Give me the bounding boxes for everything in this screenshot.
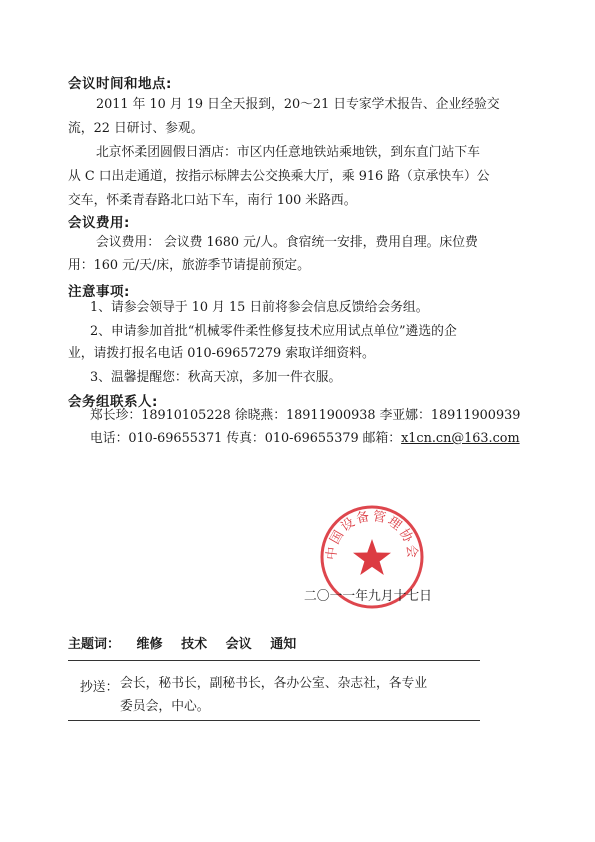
divider-top: [68, 660, 480, 661]
notes-heading: 注意事项:: [68, 284, 130, 300]
subject-label: 主题词：: [68, 637, 121, 652]
fees-line-2: 用：160 元/天/床，旅游季节请提前预定。: [68, 258, 310, 273]
contacts-people: 郑长珍：18910105228 徐晓燕：18911900938 李亚娜：18911900939: [90, 408, 521, 423]
cc-line-1: 会长，秘书长，副秘书长，各办公室、杂志社，各专业: [120, 676, 428, 691]
meeting-line-3: 北京怀柔团圆假日酒店：市区内任意地铁站乘地铁，到东直门站下车: [96, 145, 480, 160]
email-link[interactable]: x1cn.cn@163.com: [401, 431, 520, 446]
issue-date: 二〇一一年九月十七日: [304, 589, 432, 604]
divider-bottom: [68, 720, 480, 721]
keyword-2: 技术: [181, 637, 208, 652]
fees-heading: 会议费用:: [68, 215, 130, 231]
contacts-heading: 会务组联系人:: [68, 394, 158, 410]
notes-line-4: 3、温馨提醒您：秋高天凉，多加一件衣服。: [90, 370, 342, 385]
keyword-4: 通知: [270, 637, 297, 652]
contacts-phone-fax: 电话：010-69655371 传真：010-69655379 邮箱：: [90, 431, 402, 446]
subject-keywords: [68, 633, 310, 652]
seal-star-icon: [353, 539, 391, 575]
meeting-line-5: 交车，怀柔青春路北口站下车，南行 100 米路西。: [68, 193, 357, 208]
cc-line-2: 委员会，中心。: [120, 699, 210, 714]
meeting-heading: 会议时间和地点:: [68, 76, 172, 92]
notes-line-2: 2、申请参加首批“机械零件柔性修复技术应用试点单位”遴选的企: [90, 324, 457, 339]
keyword-3: 会议: [225, 637, 252, 652]
keyword-1: 维修: [136, 637, 163, 652]
notes-line-1: 1、请参会领导于 10 月 15 日前将参会信息反馈给会务组。: [90, 300, 429, 315]
cc-label: 抄送：: [80, 680, 119, 695]
meeting-line-1: 2011 年 10 月 19 日全天报到，20～21 日专家学术报告、企业经验交: [96, 97, 500, 112]
seal-text: 中国设备管理协会: [324, 508, 420, 561]
meeting-line-4: 从 C 口出走通道，按指示标牌去公交换乘大厅，乘 916 路（京承快车）公: [68, 169, 490, 184]
notes-line-3: 业，请拨打报名电话 010-69657279 索取详细资料。: [68, 346, 375, 361]
contacts-phone-fax-email: [90, 431, 520, 447]
fees-line-1: 会议费用： 会议费 1680 元/人。食宿统一安排，费用自理。床位费: [96, 235, 478, 250]
meeting-line-2: 流，22 日研讨、参观。: [68, 121, 204, 136]
